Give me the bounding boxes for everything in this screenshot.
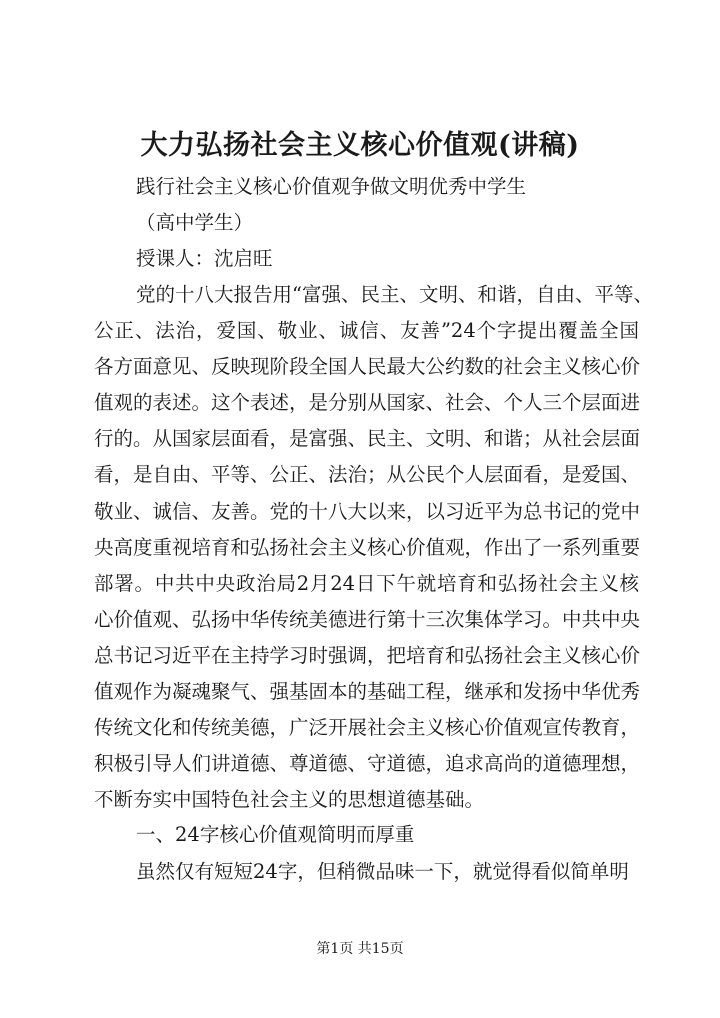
body-line: 央高度重视培育和弘扬社会主义核心价值观，作出了一系列重要 <box>94 535 641 559</box>
section-heading: 一、24字核心价值观简明而厚重 <box>136 823 415 846</box>
body-line: 值观作为凝魂聚气、强基固本的基础工程，继承和发扬中华优秀 <box>94 680 641 704</box>
paragraph-line: 虽然仅有短短24字，但稍微品味一下，就觉得看似简单明 <box>136 860 629 883</box>
body-line: 党的十八大报告用“富强、民主、文明、和谐，自由、平等、 <box>136 283 653 306</box>
body-line: 看，是自由、平等、公正、法治；从公民个人层面看，是爱国、 <box>94 463 641 487</box>
document-title: 大力弘扬社会主义核心价值观(讲稿) <box>140 130 580 161</box>
body-line: 部署。中共中央政治局2月24日下午就培育和弘扬社会主义核 <box>94 571 639 595</box>
document-subtitle: 践行社会主义核心价值观争做文明优秀中学生 <box>136 175 527 198</box>
body-line: 传统文化和传统美德，广泛开展社会主义核心价值观宣传教育， <box>94 716 641 740</box>
teacher-label: 授课人：沈启旺 <box>136 247 273 270</box>
body-line: 公正、法治，爱国、敬业、诚信、友善”24个字提出覆盖全国 <box>94 319 639 343</box>
page-number-footer: 第1页 共15页 <box>316 941 404 957</box>
body-paragraph <box>94 280 653 821</box>
body-line: 敬业、诚信、友善。党的十八大以来，以习近平为总书记的党中 <box>94 499 641 523</box>
body-line: 各方面意见、反映现阶段全国人民最大公约数的社会主义核心价 <box>94 355 641 379</box>
body-line: 积极引导人们讲道德、尊道德、守道德，追求高尚的道德理想， <box>94 752 641 776</box>
grade-label: （高中学生） <box>136 211 254 234</box>
body-line: 行的。从国家层面看，是富强、民主、文明、和谐；从社会层面 <box>94 427 641 451</box>
body-line: 不断夯实中国特色社会主义的思想道德基础。 <box>94 788 485 812</box>
body-line: 总书记习近平在主持学习时强调，把培育和弘扬社会主义核心价 <box>94 643 641 667</box>
body-line: 心价值观、弘扬中华传统美德进行第十三次集体学习。中共中央 <box>94 607 641 631</box>
body-line: 值观的表述。这个表述，是分别从国家、社会、个人三个层面进 <box>94 391 641 415</box>
